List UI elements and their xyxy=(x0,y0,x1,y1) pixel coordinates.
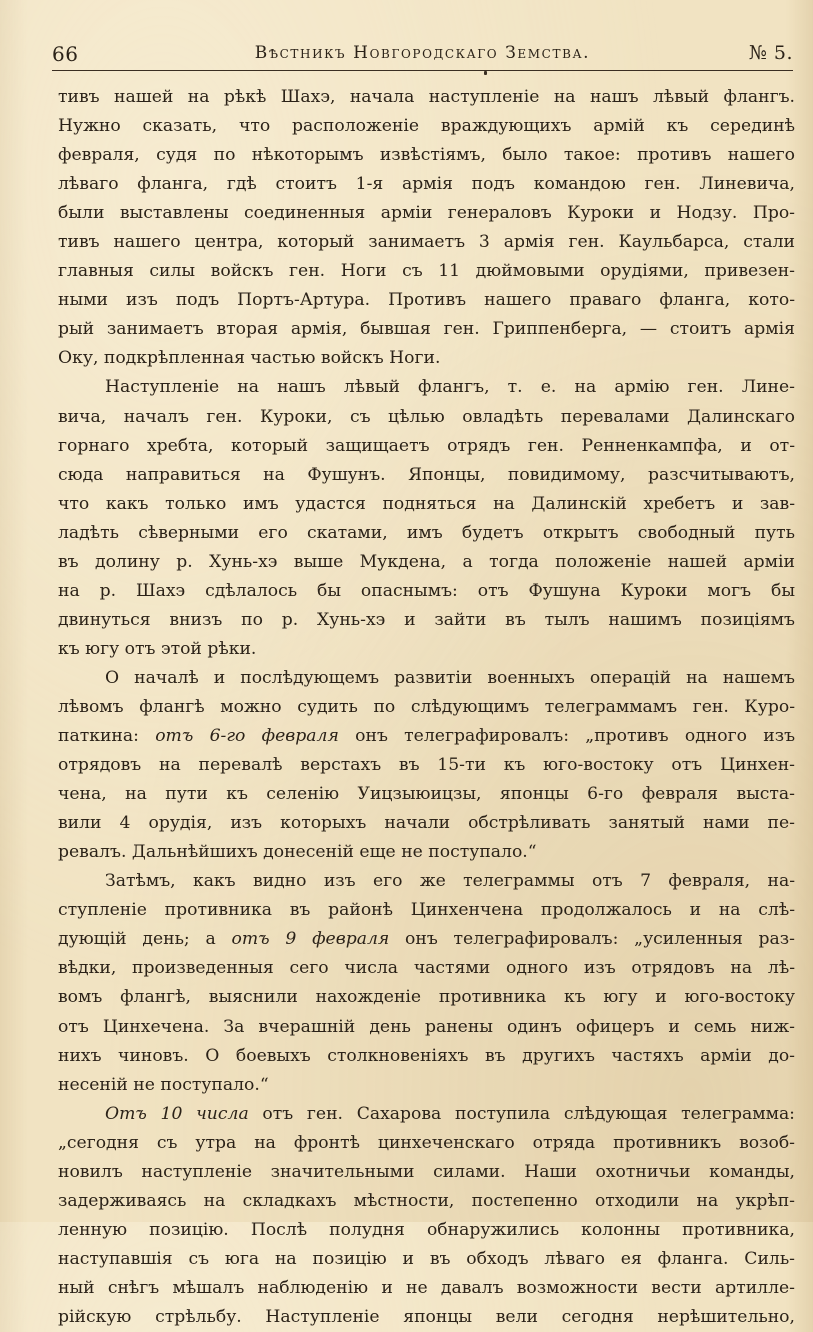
text-line: Оку, подкрѣпленная частью войскъ Ноги. xyxy=(58,348,441,369)
text-line: двинуться внизъ по р. Хунь-хэ и зайти въ тылъ нашимъ позиціямъ xyxy=(58,609,795,630)
text-span: дующій день; а xyxy=(58,929,216,950)
text-line: Наступленіе на нашъ лѣвый флангъ, т. е. на армію ген. Лине- xyxy=(105,377,795,398)
text-line: сюда направиться на Фушунъ. Японцы, повидимому, разсчитываютъ, xyxy=(58,464,795,485)
text-line: ный снѣгъ мѣшалъ наблюденію и не давалъ возможности вести артилле- xyxy=(58,1277,795,1298)
text-line: главныя силы войскъ ген. Ноги съ 11 дюймовыми орудіями, привезен- xyxy=(58,261,795,282)
text-line: Затѣмъ, какъ видно изъ его же телеграммы отъ 7 февраля, на- xyxy=(105,871,795,892)
text-line xyxy=(58,925,795,954)
ornament-dot xyxy=(484,71,487,75)
header-rule xyxy=(52,70,793,71)
date-reference: отъ 9 февраля xyxy=(231,929,390,950)
text-line: задерживаясь на складкахъ мѣстности, постепенно отходили на укрѣп- xyxy=(58,1190,795,1211)
text-line: Нужно сказать, что расположеніе враждующихъ армій къ серединѣ xyxy=(58,116,795,137)
text-line: рый занимаетъ вторая армія, бывшая ген. Гриппенберга, — стоитъ армія xyxy=(58,319,795,340)
text-line xyxy=(58,722,795,751)
issue-number: № 5. xyxy=(748,42,793,64)
text-line: были выставлены соединенныя арміи генераловъ Куроки и Нодзу. Про- xyxy=(58,203,795,224)
text-line: вѣдки, произведенныя сего числа частями одного изъ отрядовъ на лѣ- xyxy=(58,958,795,979)
text-line: чена, на пути къ селенію Уицзыюицзы, японцы 6-го февраля выста- xyxy=(58,784,795,805)
text-line: нихъ чиновъ. О боевыхъ столкновеніяхъ въ другихъ частяхъ арміи до- xyxy=(58,1045,795,1066)
text-line: вомъ флангѣ, выяснили нахожденіе противника къ югу и юго-востоку xyxy=(58,987,795,1008)
text-span: онъ телеграфировалъ: „усиленныя раз- xyxy=(405,929,795,950)
text-line: ленную позицію. Послѣ полудня обнаружились колонны противника, xyxy=(58,1219,795,1240)
text-line: лѣвомъ флангѣ можно судить по слѣдующимъ телеграммамъ ген. Куро- xyxy=(58,696,795,717)
text-span: онъ телеграфировалъ: „противъ одного изъ xyxy=(355,726,795,747)
text-line: ными изъ подъ Портъ-Артура. Противъ нашего праваго фланга, кото- xyxy=(58,290,795,311)
text-line: что какъ только имъ удастся подняться на Далинскій хребетъ и зав- xyxy=(58,493,795,514)
text-line: горнаго хребта, который защищаетъ отрядъ ген. Ренненкампфа, и от- xyxy=(58,435,795,456)
text-line: ступленіе противника въ районѣ Цинхенчена продолжалось и на слѣ- xyxy=(58,900,795,921)
text-line: ладѣть сѣверными его скатами, имъ будетъ открытъ свободный путь xyxy=(58,522,795,543)
text-line: ревалъ. Дальнѣйшихъ донесеній еще не поступало.“ xyxy=(58,842,537,863)
text-line: на р. Шахэ сдѣлалось бы опаснымъ: отъ Фушуна Куроки могъ бы xyxy=(58,580,795,601)
text-line: вили 4 орудія, изъ которыхъ начали обстрѣливать занятый нами пе- xyxy=(58,813,795,834)
text-line: наступавшія съ юга на позицію и въ обходъ лѣваго ея фланга. Силь- xyxy=(58,1248,795,1269)
text-line: февраля, судя по нѣкоторымъ извѣстіямъ, было такое: противъ нашего xyxy=(58,145,795,166)
text-line: рійскую стрѣльбу. Наступленіе японцы вели сегодня нерѣшительно, xyxy=(58,1306,795,1327)
text-line: тивъ нашего центра, который занимаетъ 3 армія ген. Каульбарса, стали xyxy=(58,232,795,253)
text-line: къ югу отъ этой рѣки. xyxy=(58,638,257,659)
text-span: паткина: xyxy=(58,726,139,747)
page-number: 66 xyxy=(52,42,79,66)
text-line: О началѣ и послѣдующемъ развитіи военныхъ операцій на нашемъ xyxy=(105,667,795,688)
running-title: Вѣстникъ Новгородскаго Земства. xyxy=(254,43,591,63)
text-line: въ долину р. Хунь-хэ выше Мукдена, а тогда положеніе нашей арміи xyxy=(58,551,795,572)
date-reference: Отъ 10 числа xyxy=(105,1103,249,1124)
text-line: отрядовъ на перевалѣ верстахъ въ 15-ти къ юго-востоку отъ Цинхен- xyxy=(58,755,795,776)
text-line: отъ Цинхечена. За вчерашній день ранены одинъ офицеръ и семь ниж- xyxy=(58,1016,795,1037)
text-line: „сегодня съ утра на фронтѣ цинхеченскаго отряда противникъ возоб- xyxy=(58,1132,795,1153)
text-line: лѣваго фланга, гдѣ стоитъ 1-я армія подъ командою ген. Линевича, xyxy=(58,174,795,195)
date-reference: отъ 6-го февраля xyxy=(155,726,339,747)
text-line: новилъ наступленіе значительными силами. Наши охотничьи команды, xyxy=(58,1161,795,1182)
running-header xyxy=(52,34,793,70)
text-line xyxy=(58,1100,795,1129)
text-span: отъ ген. Сахарова поступила слѣдующая телеграмма: xyxy=(262,1103,795,1124)
text-line: вича, началъ ген. Куроки, съ цѣлью овладѣть перевалами Далинскаго xyxy=(58,406,795,427)
text-line: несеній не поступало.“ xyxy=(58,1074,269,1095)
text-line: тивъ нашей на рѣкѣ Шахэ, начала наступленіе на нашъ лѣвый флангъ. xyxy=(58,87,795,107)
body-text xyxy=(58,83,795,1332)
